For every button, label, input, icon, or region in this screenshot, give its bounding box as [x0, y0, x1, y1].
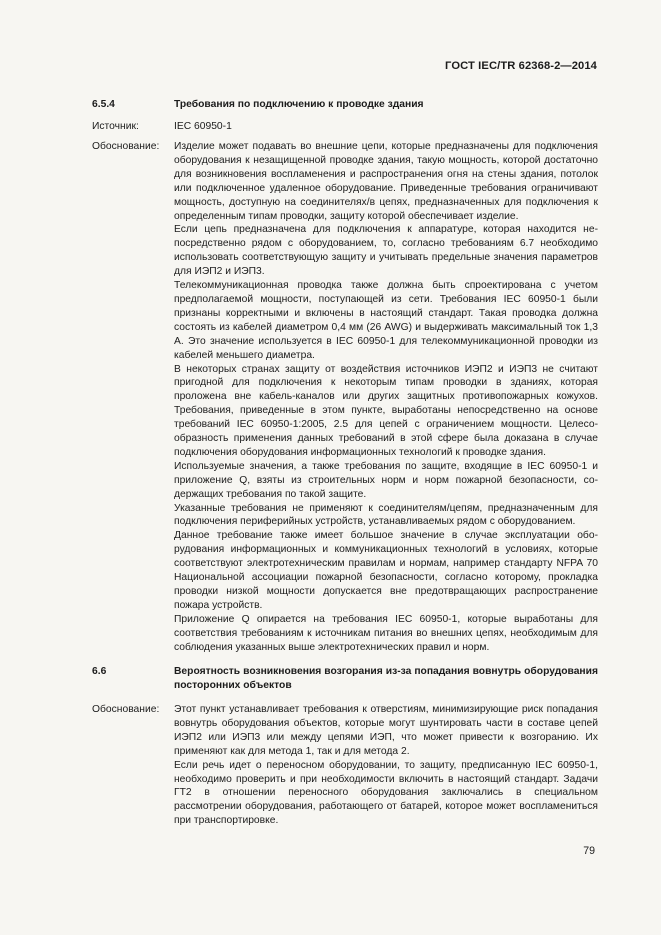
- source-label: Источник:: [92, 121, 139, 132]
- paragraph: Данное требование также имеет большое значение в случае эксплуатации оборудования информационных и коммуникационных технологий в условиях, которые соответствуют электротехническим правилам и нормам, например стандарту NFPA 70 Национальной ассоциации пожарной безопасности, согласно которому, прокладка проводки низкой мощности допускается вне предотвращающих распространение пожара устройств.: [174, 530, 598, 611]
- rationale-text: [174, 703, 598, 828]
- section-6-6-heading: [92, 665, 598, 693]
- paragraph: Приложение Q опирается на требования IEC 60950-1, которые выработаны для соответствия требованиям к источникам питания во внешних цепях, необходимым для соблюдения указанных выше электротехнических правил и норм.: [174, 613, 598, 653]
- paragraph: В некоторых странах защиту от воздействия источников ИЭП2 и ИЭП3 не считают пригодной для подключения к некоторым типам проводки в зданиях, которая проложена вне кабель-каналов или других защитных противопожарных кожухов. Требования, приведенные в этом пункте, выработаны непосредственно на основе требований IEC 60950-1:2005, 2.5 для цепей с ограничением мощности. Целесообразность применения данных требований в этой сфере была доказана в случае подключения оборудования информационных технологий к проводке здания.: [174, 363, 598, 458]
- rationale-text: [174, 140, 598, 655]
- paragraph: Указанные требования не применяют к соединителям/цепям, предназначенным для подключения периферийных устройств, устанавливаемых рядом с оборудованием.: [174, 502, 598, 528]
- rationale-block-6-6: [92, 703, 598, 828]
- rationale-block-6-5-4: [92, 140, 598, 655]
- paragraph: Этот пункт устанавливает требования к отверстиям, минимизирующие риск попадания вовнутрь оборудования объектов, которые могут шунтировать части в составе цепей ИЭП2 или ИЭП3 или между цепями ИЭП, что может привести к возгоранию. Их применяют как для метода 1, так и для метода 2.: [174, 704, 598, 757]
- paragraph: Телекоммуникационная проводка также должна быть спроектирована с учетом предполагаемой мощности, поступающей из сети. Требования IEC 60950-1 были признаны корректными и включены в настоящий стандарт. Такая проводка должна состоять из кабелей диаметром 0,4 мм (26 AWG) и выдерживать максимальный ток 1,3 А. Это значение используется в IEC 60950-1 для телекоммуникационной проводки из кабелей меньшего диаметра.: [174, 280, 598, 361]
- source-value: IEC 60950-1: [174, 121, 232, 132]
- section-title: Вероятность возникновения возгорания из-за попадания вовнутрь оборудования посторонних объектов: [174, 666, 598, 691]
- paragraph: Если цепь предназначена для подключения к аппаратуре, которая находится непосредственно рядом с оборудованием, то, согласно требованиям 6.7 необходимо использовать соответствующую защиту и учитывать предельные значения параметров для ИЭП2 и ИЭП3.: [174, 224, 598, 278]
- paragraph: Если речь идет о переносном оборудовании, то защиту, предписанную IEC 60950-1, необходимо проверить и при необходимости включить в настоящий стандарт. Задачи ГТ2 в отношении переносного оборудования заключались в специальном рассмотрении оборудования, работающего от батарей, которое может воспламениться при транспортировке.: [174, 759, 598, 827]
- paragraph: Используемые значения, а также требования по защите, входящие в IEC 60950-1 и приложение Q, взяты из строительных норм и норм пожарной безопасности, содержащих требования по такой защите.: [174, 460, 598, 500]
- source-row: [92, 120, 598, 134]
- rationale-label: Обоснование:: [92, 704, 160, 715]
- section-6-5-4-heading: [92, 98, 598, 112]
- section-number: 6.5.4: [92, 99, 115, 110]
- rationale-label: Обоснование:: [92, 141, 160, 152]
- section-number: 6.6: [92, 666, 107, 677]
- section-title: Требования по подключению к проводке здания: [174, 99, 424, 110]
- standard-header: ГОСТ IEC/TR 62368-2—2014: [445, 60, 597, 72]
- paragraph: Изделие может подавать во внешние цепи, которые предназначены для подключения оборудования к незащищенной проводке здания, такую мощность, которой достаточно для возникновения воспламенения и распространения огня на стены здания, потолок или подключенное удаленное оборудование. Приведенные требования ограничивают мощность, доступную на соединителях/в цепях, предназначенных для подключения к определенным типам проводки, защиту которой обеспечивает изделие.: [174, 141, 598, 222]
- page-number: 79: [583, 845, 595, 857]
